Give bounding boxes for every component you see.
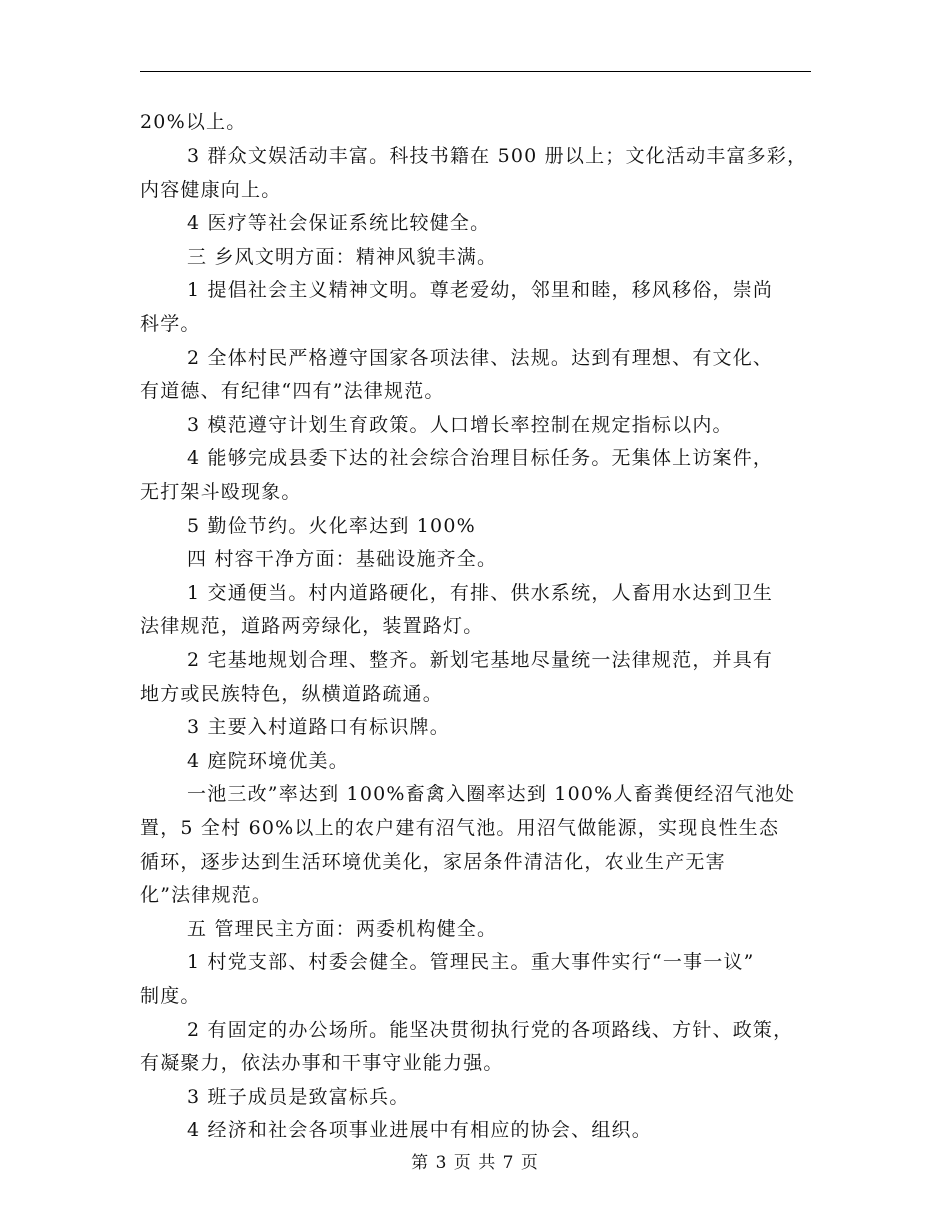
- text-line: 1 村党支部、村委会健全。管理民主。重大事件实行“一事一议”: [187, 951, 755, 973]
- text-line: 3 群众文娱活动丰富。科技书籍在 500 册以上；文化活动丰富多彩，: [187, 145, 808, 167]
- section-heading: 四 村容干净方面：基础设施齐全。: [187, 548, 498, 570]
- text-line: 地方或民族特色，纵横道路疏通。: [140, 683, 444, 705]
- text-line: 科学。: [140, 313, 201, 335]
- section-heading: 五 管理民主方面：两委机构健全。: [187, 918, 498, 940]
- text-line: 4 经济和社会各项事业进展中有相应的协会、组织。: [187, 1119, 652, 1141]
- text-line: 2 全体村民严格遵守国家各项法律、法规。达到有理想、有文化、: [187, 347, 774, 369]
- text-line: 2 宅基地规划合理、整齐。新划宅基地尽量统一法律规范，并具有: [187, 649, 774, 671]
- text-line: 3 模范遵守计划生育政策。人口增长率控制在规定指标以内。: [187, 414, 733, 436]
- page-number: 第 3 页 共 7 页: [411, 1153, 539, 1173]
- header-rule: [140, 71, 811, 72]
- text-line: 化”法律规范。: [140, 884, 273, 906]
- text-line: 一池三改”率达到 100%畜禽入圈率达到 100%人畜粪便经沼气池处: [187, 783, 796, 805]
- text-line: 1 提倡社会主义精神文明。尊老爱幼，邻里和睦，移风移俗，崇尚: [187, 279, 774, 301]
- text-line: 置，5 全村 60%以上的农户建有沼气池。用沼气做能源，实现良性生态: [140, 817, 780, 839]
- text-line: 1 交通便当。村内道路硬化，有排、供水系统，人畜用水达到卫生: [187, 582, 774, 604]
- text-line: 循环，逐步达到生活环境优美化，家居条件清洁化，农业生产无害: [140, 851, 726, 873]
- text-line: 4 医疗等社会保证系统比较健全。: [187, 212, 491, 234]
- text-line: 20%以上。: [140, 111, 247, 133]
- text-line: 有道德、有纪律“四有”法律规范。: [140, 380, 445, 402]
- text-line: 4 庭院环境优美。: [187, 750, 349, 772]
- text-line: 有凝聚力，依法办事和干事守业能力强。: [140, 1052, 504, 1074]
- text-line: 法律规范，道路两旁绿化，装置路灯。: [140, 615, 484, 637]
- text-line: 无打架斗殴现象。: [140, 481, 302, 503]
- text-line: 2 有固定的办公场所。能坚决贯彻执行党的各项路线、方针、政策，: [187, 1019, 794, 1041]
- text-line: 4 能够完成县委下达的社会综合治理目标任务。无集体上访案件，: [187, 447, 774, 469]
- text-line: 5 勤俭节约。火化率达到 100%: [187, 515, 476, 537]
- text-line: 3 班子成员是致富标兵。: [187, 1086, 410, 1108]
- text-line: 内容健康向上。: [140, 179, 282, 201]
- text-line: 3 主要入村道路口有标识牌。: [187, 716, 450, 738]
- section-heading: 三 乡风文明方面：精神风貌丰满。: [187, 246, 498, 268]
- text-line: 制度。: [140, 985, 201, 1007]
